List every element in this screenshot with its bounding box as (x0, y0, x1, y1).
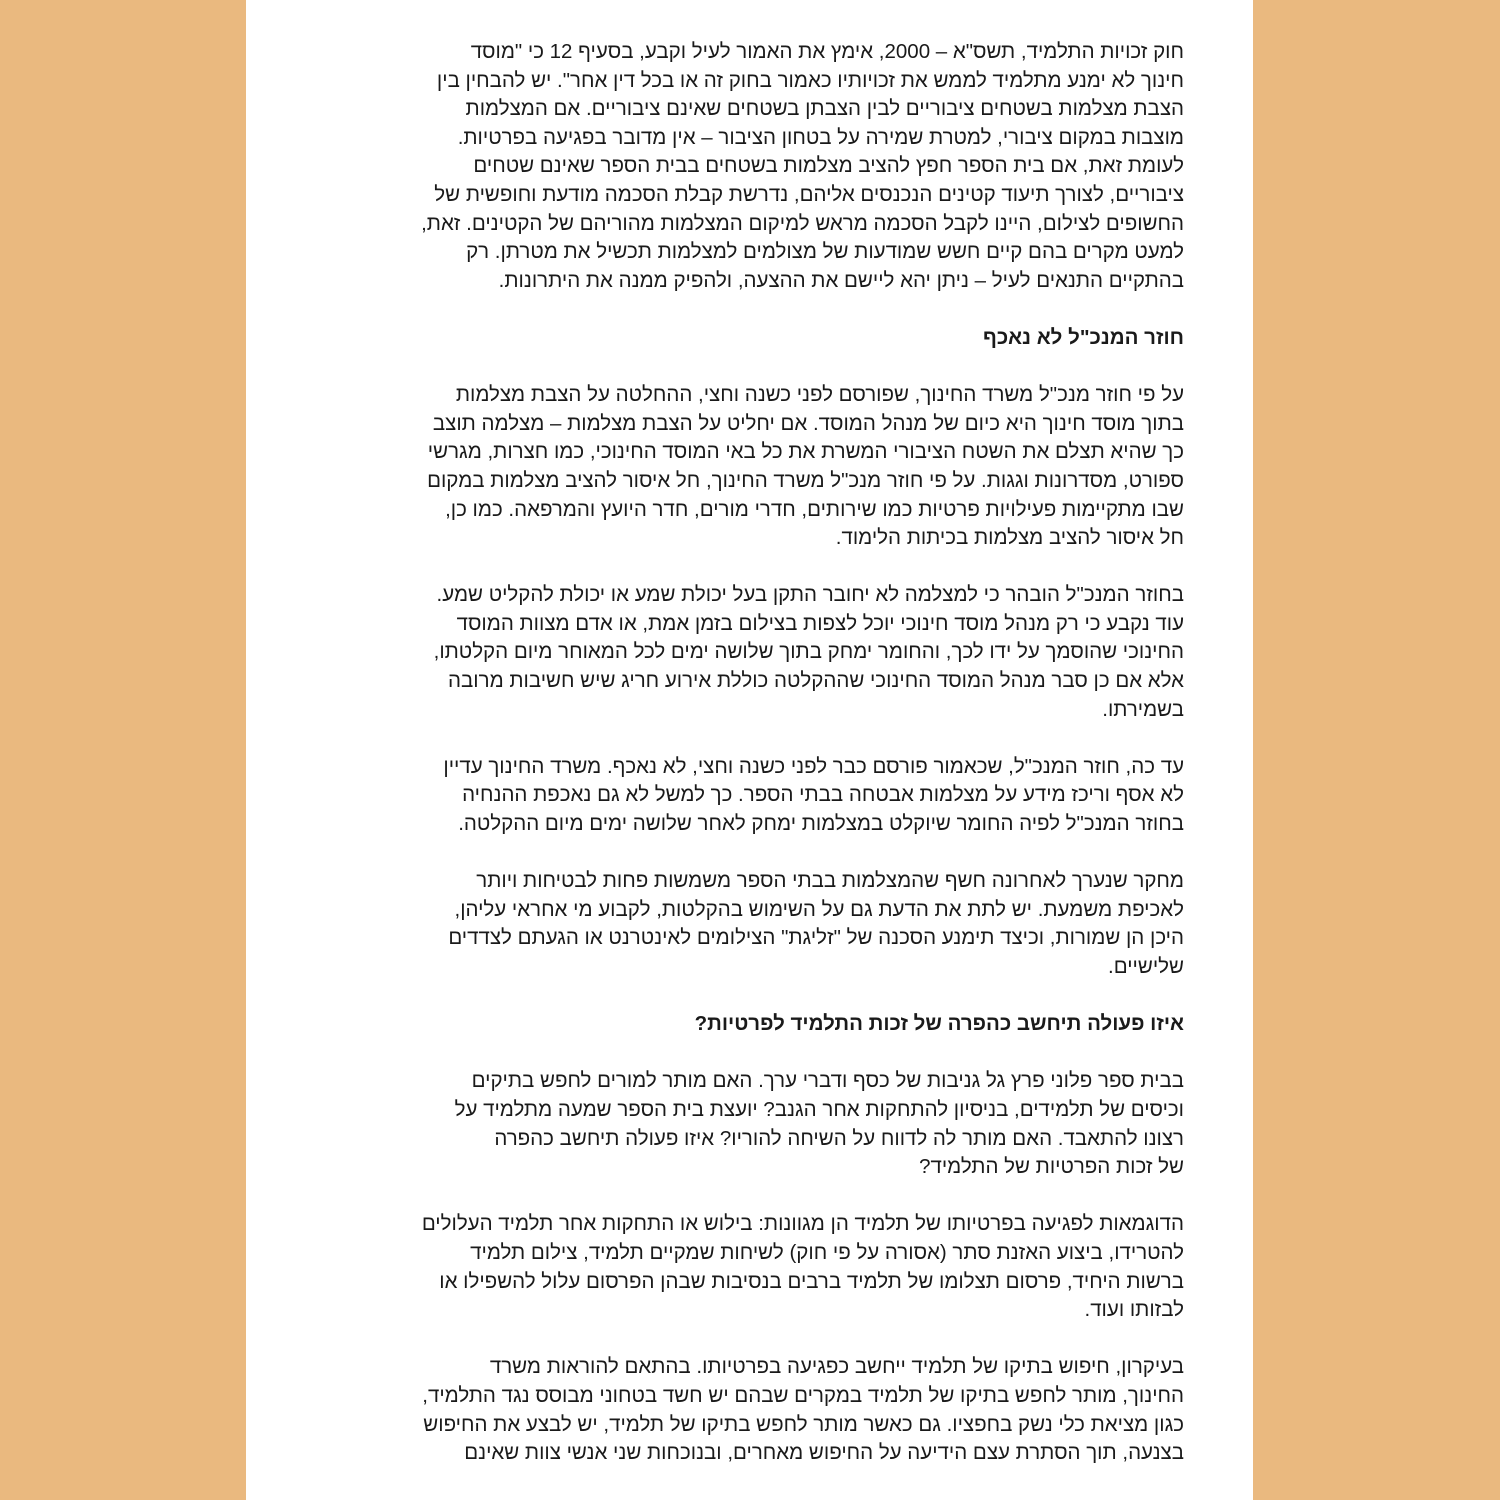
section-heading: חוזר המנכ"ל לא נאכף (983, 325, 1184, 349)
paragraph-line: וכיסים של תלמידים, בניסיון להתחקות אחר הגנב? יועצת בית הספר שמעה מתלמיד על (454, 1097, 1184, 1121)
paragraph-line: כגון מציאת כלי נשק בחפציו. גם כאשר מותר לחפש בתיקו של תלמיד, יש לבצע את החיפוש (423, 1412, 1184, 1436)
paragraph-line: על פי חוזר מנכ"ל משרד החינוך, שפורסם לפני כשנה וחצי, ההחלטה על הצבת מצלמות (455, 383, 1184, 407)
paragraph-line: בחוזר המנכ"ל לפיה החומר שיוקלט במצלמות ימחק לאחר שלושה ימים מיום ההקלטה. (458, 812, 1184, 836)
paragraph-5 (334, 867, 1184, 981)
paragraph-1 (334, 38, 1184, 295)
paragraph-6 (334, 1067, 1184, 1181)
paragraph-line: של זכות הפרטיות של התלמיד? (919, 1155, 1184, 1179)
paragraph-line: הצבת מצלמות בשטחים ציבוריים לבין הצבתן בשטחים שאינם ציבוריים. אם המצלמות (465, 97, 1184, 121)
paragraph-line: בתוך מוסד חינוך היא כיום של מנהל המוסד. אם יחליט על הצבת מצלמות – מצלמה תוצב (432, 411, 1184, 435)
paragraph-7 (334, 1210, 1184, 1324)
paragraph-line: החשופים לצילום, היינו לקבל הסכמה מראש למיקום המצלמות מהוריהם של הקטינים. זאת, (421, 211, 1184, 235)
paragraph-line: עוד נקבע כי רק מנהל מוסד חינוכי יוכל לצפות בצילום בזמן אמת, או אדם מצוות המוסד (456, 611, 1184, 635)
paragraph-line: שבו מתקיימות פעילויות פרטיות כמו שירותים, חדרי מורים, חדר היועץ והמרפאה. כמו כן, (445, 497, 1184, 521)
paragraph-line: להטרידו, ביצוע האזנת סתר (אסורה על פי חוק) לשיחות שמקיים תלמיד, צילום תלמיד (470, 1240, 1184, 1264)
paragraph-line: חינוך לא ימנע מתלמיד לממש את זכויותיו כאמור בחוק זה או בכל דין אחר". יש להבחין בין (436, 68, 1184, 92)
paragraph-line: לעומת זאת, אם בית הספר חפץ להציב מצלמות בשטחים בבית הספר שאינם שטחים (473, 154, 1184, 178)
paragraph-line: בצנעה, תוך הסתרת עצם הידיעה על החיפוש מאחרים, ובנוכחות שני אנשי צוות שאינם (464, 1441, 1184, 1465)
paragraph-line: בהתקיים התנאים לעיל – ניתן יהא ליישם את ההצעה, ולהפיק ממנה את היתרונות. (498, 268, 1184, 292)
paragraph-line: כך שהיא תצלם את השטח הציבורי המשרת את כל באי המוסד החינוכי, כמו חצרות, מגרשי (427, 440, 1184, 464)
paragraph-line: בחוזר המנכ"ל הובהר כי למצלמה לא יחובר התקן בעל יכולת שמע או יכולת להקליט שמע. (436, 583, 1184, 607)
paragraph-line: לאכיפת משמעת. יש לתת את הדעת גם על השימוש בהקלטות, לקבוע מי אחראי עליהן, (454, 897, 1184, 921)
paragraph-4 (334, 753, 1184, 839)
paragraph-line: לבזותו ועוד. (1084, 1298, 1184, 1322)
paragraph-line: רצונו להתאבד. האם מותר לה לדווח על השיחה להוריו? איזו פעולה תיחשב כהפרה (494, 1126, 1184, 1150)
paragraph-2 (334, 381, 1184, 553)
paragraph-8 (334, 1353, 1184, 1467)
paragraph-line: לא אסף וריכז מידע על מצלמות אבטחה בבתי הספר. כך למשל לא גם נאכפת ההנחיה (462, 783, 1184, 807)
paragraph-line: החינוכי שהוסמך על ידו לכך, והחומר ימחק בתוך שלושה ימים לכל המאוחר מיום הקלטתו, (433, 640, 1184, 664)
paragraph-line: חוק זכויות התלמיד, תשס"א – 2000, אימץ את האמור לעיל וקבע, בסעיף 12 כי "מוסד (470, 40, 1184, 63)
paragraph-line: מוצבות במקום ציבורי, למטרת שמירה על בטחון הציבור – אין מדובר בפגיעה בפרטיות. (457, 125, 1184, 149)
paragraph-line: היכן הן שמורות, וכיצד תימנע הסכנה של "זליגת" הצילומים לאינטרנט או הגעתם לצדדים (448, 926, 1184, 950)
document-page (246, 0, 1253, 1500)
paragraph-line: בשמירתו. (1102, 697, 1184, 721)
paragraph-line: עד כה, חוזר המנכ"ל, שכאמור פורסם כבר לפני כשנה וחצי, לא נאכף. משרד החינוך עדיין (443, 754, 1184, 778)
document-body (334, 38, 1184, 1468)
paragraph-line: ספורט, מסדרונות וגגות. על פי חוזר מנכ"ל משרד החינוך, חל איסור להציב מצלמות במקום (427, 468, 1184, 492)
paragraph-line: ברשות היחיד, פרסום תצלומו של תלמיד ברבים בנסיבות שבהן הפרסום עלול להשפילו או (439, 1269, 1184, 1293)
paragraph-line: חל איסור להציב מצלמות בכיתות הלימוד. (835, 526, 1184, 550)
paragraph-line: הדוגמאות לפגיעה בפרטיותו של תלמיד הן מגוונות: בילוש או התחקות אחר תלמיד העלולים (421, 1212, 1184, 1236)
paragraph-line: בבית ספר פלוני פרץ גל גניבות של כסף ודברי ערך. האם מותר למורים לחפש בתיקים (471, 1069, 1184, 1093)
paragraph-3 (334, 581, 1184, 724)
section-heading: איזו פעולה תיחשב כהפרה של זכות התלמיד לפרטיות? (694, 1012, 1184, 1036)
paragraph-line: החינוך, מותר לחפש בתיקו של תלמיד במקרים שבהם יש חשד בטחוני מבוסס נגד התלמיד, (422, 1383, 1184, 1407)
paragraph-line: בעיקרון, חיפוש בתיקו של תלמיד ייחשב כפגיעה בפרטיותו. בהתאם להוראות משרד (489, 1355, 1184, 1379)
paragraph-line: למעט מקרים בהם קיים חשש שמודעות של מצולמים למצלמות תכשיל את מטרתן. רק (466, 240, 1184, 264)
paragraph-line: ציבוריים, לצורך תיעוד קטינים הנכנסים אליהם, נדרשת קבלת הסכמה מודעת וחופשית של (434, 182, 1184, 206)
paragraph-line: אלא אם כן סבר מנהל המוסד החינוכי שההקלטה כוללת אירוע חריג שיש חשיבות מרובה (448, 669, 1184, 693)
paragraph-line: שלישיים. (1108, 955, 1184, 978)
paragraph-line: מחקר שנערך לאחרונה חשף שהמצלמות בבתי הספר משמשות פחות לבטיחות ויותר (476, 869, 1184, 893)
